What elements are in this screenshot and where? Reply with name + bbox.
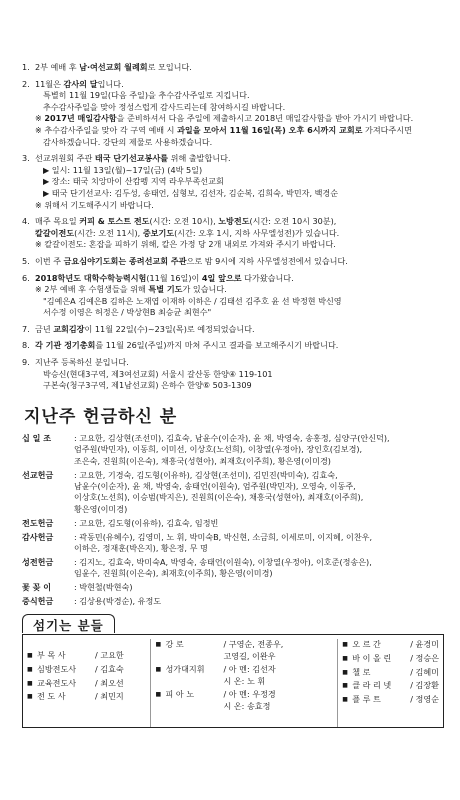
announcement-body: [35, 340, 446, 352]
announcement-text: ▶ 일시: 11월 13일(월)~17일(금) (4박 5일): [43, 164, 203, 175]
announcement-text: ※ 추수감사주일을 맞아 각 구역 예배 시: [35, 124, 178, 135]
donation-row: [22, 532, 446, 555]
announcement-text: 를 11월 26일(주일)까지 마쳐 주시고 결과를 보고해주시기 바랍니다.: [95, 340, 339, 351]
server-role: 성가대지휘: [165, 664, 205, 675]
announcement-body: [35, 324, 446, 336]
announcement-line: [35, 340, 446, 352]
announcement-text: "김예은A 김예은B 김하은 노재엽 이재하 이하은 / 김태선 김주호 윤 선 박정현 박신영: [43, 295, 342, 306]
announcement-line: [35, 90, 446, 102]
announcement-line: [35, 273, 446, 285]
donation-names-line: 남윤수(이순자), 윤 채, 박영숙, 송태언(이원숙), 엄주원(박민자), 오영숙, 이동주,: [74, 480, 356, 491]
announcement-number: 2.: [22, 78, 30, 89]
announcement-text: 이 11월 22일(수)~23일(목)로 예정되었습니다.: [84, 323, 255, 334]
server-names-line: / 구영순, 전종우,: [223, 639, 284, 650]
announcement-text: 11월은: [35, 78, 64, 89]
server-names: [223, 639, 283, 662]
donation-category: 꽃 꽂 이: [22, 582, 52, 593]
announcement-text: 금년: [35, 323, 54, 334]
donation-names: [74, 596, 446, 607]
donation-names: [74, 470, 446, 516]
announcement-text: 박승신(현대3구역, 제3여선교회) 서울시 갈산동 한양④ 119-101: [43, 368, 273, 379]
server-role: 강 로: [165, 639, 184, 650]
server-item: [27, 691, 150, 703]
announcement-line: [35, 102, 446, 114]
announcement-text: 구본숙(청구3구역, 제1남선교회) 은하수 한양⑥ 503-1309: [43, 380, 252, 391]
donation-row: [22, 433, 446, 467]
announcement-line: [35, 324, 446, 336]
announcement-text: 입니다.: [97, 78, 124, 89]
announcement-item: [22, 216, 446, 251]
announcement-text: (시간: 오전 10시 30분),: [249, 216, 337, 227]
server-names: / 김효숙: [95, 663, 124, 674]
announcement-emphasis: 커피 & 토스트 전도: [79, 216, 150, 227]
announcement-body: [35, 357, 446, 392]
bullet-icon: ■: [342, 682, 348, 690]
announcement-body: [35, 153, 446, 211]
announcement-text: (시간: 오후 1시, 지하 사무엘성전)가 있습니다.: [174, 227, 340, 238]
servers-title: 섬기는 분들: [22, 614, 115, 633]
announcement-text: 가 있습니다.: [182, 284, 227, 295]
server-names-line: / 아 멘: 우정경: [223, 689, 276, 700]
announcement-item: [22, 79, 446, 149]
announcement-line: [35, 284, 446, 296]
announcement-text: 위해 출발합니다.: [168, 153, 231, 164]
donation-names: [74, 532, 446, 555]
announcement-line: [35, 113, 446, 125]
server-item: [155, 639, 333, 662]
announcement-body: [35, 79, 446, 149]
donation-category: 전도헌금: [22, 517, 54, 528]
donations-title: 지난주 헌금하신 분: [24, 406, 178, 427]
donation-names-line: : 김지노, 김효숙, 박미숙A, 박영숙, 송태언(이원숙), 이창열(우정아), 이호준(정송은),: [74, 556, 372, 567]
servers-column-1: [27, 639, 150, 727]
announcement-number: 9.: [22, 357, 30, 368]
donation-names: [74, 557, 446, 580]
announcement-line: [35, 125, 446, 137]
announcement-text: ▶ 장소: 태국 치앙마이 산캄펭 지역 라우부족선교회: [43, 176, 224, 187]
announcement-number: 3.: [22, 153, 30, 164]
announcements-list: [22, 62, 446, 392]
announcement-line: [35, 296, 446, 308]
announcement-emphasis: 특별 기도: [148, 284, 183, 295]
server-names: / 윤경미: [410, 639, 439, 650]
donation-names-line: 조은숙, 진원희(이은숙), 채흥국(성현아), 최재호(이주희), 황은영(이미경): [74, 455, 331, 466]
announcement-line: [35, 357, 446, 369]
server-item: [27, 650, 150, 662]
announcement-line: [35, 256, 446, 268]
announcement-text: 매주 목요일: [35, 216, 80, 227]
announcement-line: [35, 228, 446, 240]
announcement-body: [35, 62, 446, 74]
server-role: 피 아 노: [165, 689, 195, 700]
donations-list: [22, 433, 446, 608]
donation-row: [22, 596, 446, 607]
announcement-number: 4.: [22, 216, 30, 227]
server-names: / 고요한: [95, 650, 124, 661]
donation-row: [22, 518, 446, 529]
announcement-item: [22, 153, 446, 211]
announcement-line: [35, 165, 446, 177]
announcement-text: 감사하겠습니다. 강단의 제물로 사용하겠습니다.: [43, 136, 213, 147]
donation-names: [74, 433, 446, 467]
donation-category: 중식헌금: [22, 596, 54, 607]
announcement-emphasis: 노방전도: [218, 216, 250, 227]
server-role: 클 라 리 넷: [352, 680, 392, 691]
servers-box: [22, 634, 444, 728]
server-names: / 정승은: [410, 652, 439, 663]
donation-names-line: 엄주원(박민자), 이동희, 이미선, 이상호(노선희), 이창열(우정아), 장인호(김보경),: [74, 444, 363, 455]
announcement-text: 특별히 11월 19일(다음 주일)을 추수감사주일로 지킵니다.: [43, 90, 250, 101]
servers-column-3: [338, 639, 439, 727]
announcement-body: [35, 216, 446, 251]
announcement-line: [35, 216, 446, 228]
announcement-text: 을 준비하셔서 다음 주일에 제출하시고 2018년 매일감사함을 받아 가시기 바랍니다.: [116, 113, 414, 124]
announcement-number: 1.: [22, 62, 30, 72]
announcement-body: [35, 273, 446, 319]
donation-category: 선교헌금: [22, 469, 54, 480]
bullet-icon: ■: [342, 654, 348, 662]
announcement-item: [22, 62, 446, 74]
announcement-emphasis: 2018학년도 대학수학능력시험: [35, 272, 147, 283]
announcement-line: [35, 137, 446, 149]
announcement-text: 으로 밤 9시에 지하 사무엘성전에서 있습니다.: [186, 255, 348, 266]
announcement-line: [35, 200, 446, 212]
announcement-text: ※ 위해서 기도해주시기 바랍니다.: [35, 199, 154, 210]
announcement-text: 선교위원회 주관: [35, 153, 95, 164]
announcement-text: 다가왔습니다.: [241, 272, 294, 283]
announcement-emphasis: 남·여선교회 월례회: [79, 62, 148, 72]
server-item: [27, 664, 150, 676]
server-names: / 김장환: [410, 680, 439, 691]
server-names-line: 시 온: 송효정: [223, 701, 271, 711]
server-role: 오 르 간: [352, 639, 381, 650]
announcement-number: 5.: [22, 255, 30, 266]
server-role: 플 루 트: [352, 694, 381, 705]
donation-names-line: 임윤수, 진원희(이은숙), 최재호(이주희), 황은영(이미경): [74, 568, 273, 579]
donation-names: [74, 582, 446, 593]
donation-row: [22, 470, 446, 516]
server-role: 심방전도사: [37, 663, 77, 674]
announcement-emphasis: 태국 단기선교봉사를: [94, 153, 169, 164]
server-item: [155, 689, 333, 712]
server-role: 전 도 사: [37, 691, 66, 702]
donation-names: [74, 518, 446, 529]
server-names: [223, 664, 275, 687]
server-names-line: / 아 멘: 김선자: [223, 664, 276, 675]
server-item: [342, 680, 439, 692]
announcement-line: [35, 153, 446, 165]
announcement-text: ※: [35, 113, 45, 124]
server-role: 교육전도사: [37, 677, 77, 688]
announcement-item: [22, 273, 446, 319]
server-names: [223, 689, 275, 712]
announcement-line: [35, 307, 446, 319]
announcement-item: [22, 324, 446, 336]
announcement-emphasis: 4일 앞으로: [201, 272, 242, 283]
servers-column-2: [150, 639, 338, 727]
server-names-line: 시 온: 노 휘: [223, 675, 266, 686]
donation-category: 성전헌금: [22, 556, 54, 567]
announcement-emphasis: 과일을 모아서 11월 16일(목) 오후 6시까지 교회로: [177, 124, 363, 135]
bullet-icon: ■: [155, 641, 162, 649]
server-role: 바 이 올 린: [352, 652, 392, 663]
server-item: [342, 667, 439, 679]
announcement-emphasis: 감사의 달: [63, 78, 98, 89]
donation-category: 감사헌금: [22, 531, 54, 542]
announcement-emphasis: 중보기도: [142, 227, 175, 238]
server-item: [342, 694, 439, 706]
server-item: [27, 678, 150, 690]
bullet-icon: ■: [342, 668, 348, 676]
server-names: / 김혜미: [410, 666, 439, 677]
donation-names-line: : 박현철(박현숙): [74, 582, 133, 593]
announcement-text: 추수감사주일을 맞아 정성스럽게 감사드리는데 참여하시길 바랍니다.: [43, 101, 286, 112]
announcement-emphasis: 2017년 매일감사함: [44, 113, 117, 124]
announcement-text: ※ 2부 예배 후 수험생들을 위해: [35, 284, 149, 295]
announcement-text: 지난주 등록하신 분입니다.: [35, 357, 129, 368]
announcement-body: [35, 256, 446, 268]
announcement-line: [35, 188, 446, 200]
server-item: [342, 639, 439, 651]
donation-names-line: : 곽동민(유혜수), 김영미, 노 휘, 박미숙B, 박신현, 소금희, 이세로미, 이지혜, 이찬우,: [74, 531, 373, 542]
bullet-icon: ■: [27, 679, 33, 687]
announcement-number: 8.: [22, 340, 30, 351]
bullet-icon: ■: [342, 696, 348, 704]
announcement-line: [35, 62, 446, 74]
bullet-icon: ■: [155, 666, 162, 674]
announcement-emphasis: 금요심야기도회는 종려선교회 주관: [63, 255, 187, 266]
donation-names-line: : 고요한, 김도형(이유하), 김효숙, 임정빈: [74, 517, 219, 528]
donation-names-line: : 김상용(박경순), 유정도: [74, 596, 162, 607]
server-names: / 최민지: [95, 691, 124, 702]
server-item: [342, 653, 439, 665]
server-role: 첼 로: [352, 666, 371, 677]
announcement-text: 2부 예배 후: [35, 62, 80, 72]
announcement-line: [35, 380, 446, 392]
donation-names-line: : 고요한, 기경숙, 김도형(이유하), 김상현(조선미), 김민진(박미숙), 김효숙,: [74, 469, 338, 480]
announcement-emphasis: 교회김장: [53, 323, 85, 334]
announcement-text: 서수정 이영은 허정은 / 박상현B 최승균 최현수": [43, 307, 212, 318]
donation-category: 십 일 조: [22, 432, 52, 443]
bullet-icon: ■: [27, 665, 33, 673]
bullet-icon: ■: [27, 652, 33, 660]
announcement-text: (시간: 오전 10시),: [149, 216, 219, 227]
bullet-icon: ■: [155, 691, 162, 699]
announcement-line: [35, 369, 446, 381]
donation-names-line: 이하은, 정재훈(박은지), 황은정, 무 명: [74, 543, 208, 553]
announcement-item: [22, 357, 446, 392]
announcement-text: (11월 16일)이: [146, 272, 202, 283]
announcement-item: [22, 340, 446, 352]
server-item: [155, 664, 333, 687]
server-names: / 최오선: [95, 677, 124, 688]
announcement-text: 로 모입니다.: [147, 62, 192, 72]
server-role: 부 목 사: [37, 650, 66, 661]
announcement-line: [35, 176, 446, 188]
announcement-number: 7.: [22, 323, 30, 334]
announcement-emphasis: 각 기관 정기총회: [35, 340, 96, 351]
announcement-text: 가져다주시면: [362, 124, 412, 135]
announcement-text: ※ 칼갈이전도: 혼잡을 피하기 위해, 칼은 가정 당 2개 내외로 가져와 주시기 바랍니다.: [35, 239, 336, 250]
donation-row: [22, 557, 446, 580]
donation-names-line: 황은영(이미경): [74, 503, 128, 514]
announcement-item: [22, 256, 446, 268]
donation-names-line: : 고요한, 김상현(조선미), 김효숙, 남윤수(이순자), 윤 채, 박영숙, 송홍정, 심양구(안신덕),: [74, 432, 390, 443]
announcement-text: ▶ 태국 단기선교사: 김두성, 송태언, 심형보, 김선자, 김순복, 김희숙, 박민자, 백경순: [43, 187, 339, 198]
announcement-emphasis: 칼갈이전도: [35, 227, 75, 238]
announcement-text: 이번 주: [35, 255, 64, 266]
server-names: / 정영순: [410, 694, 439, 705]
bullet-icon: ■: [27, 693, 33, 701]
donation-names-line: 이상호(노선희), 이승범(박지은), 진원희(이은숙), 채흥국(성현아), 최재호(이주희),: [74, 492, 364, 503]
announcement-line: [35, 79, 446, 91]
announcement-text: (시간: 오전 11시),: [74, 227, 143, 238]
donation-row: [22, 582, 446, 593]
bullet-icon: ■: [342, 641, 348, 649]
announcement-line: [35, 239, 446, 251]
announcement-number: 6.: [22, 272, 30, 283]
server-names-line: 고영길, 이완우: [223, 650, 276, 661]
